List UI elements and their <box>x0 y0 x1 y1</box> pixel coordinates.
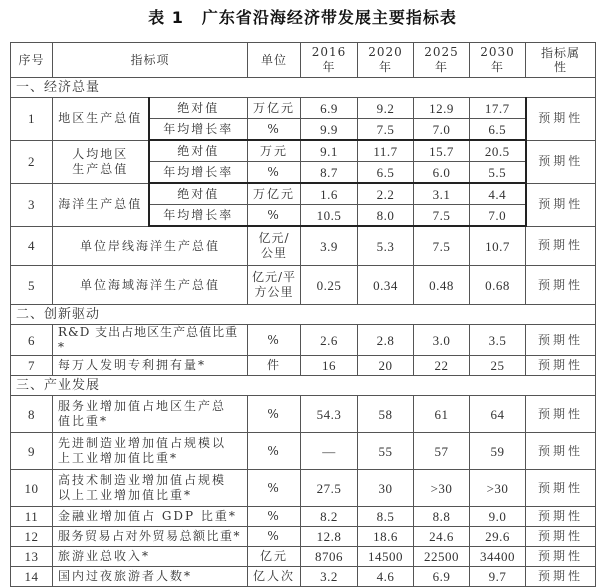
value-2030: 34400 <box>470 547 526 567</box>
unit: 亿元/公里 <box>248 226 301 266</box>
value-2016: 54.3 <box>301 396 358 433</box>
value-2030: 17.7 <box>470 98 526 119</box>
value-2030: 0.68 <box>470 266 526 305</box>
attr: 预期性 <box>526 325 596 356</box>
value-2016: 3.9 <box>301 226 358 266</box>
row-name: 国内过夜旅游者人数* <box>53 567 248 587</box>
value-2020: 2.8 <box>358 325 414 356</box>
value-2030: 20.5 <box>470 140 526 162</box>
unit: 万元 <box>248 140 301 162</box>
section-economy: 一、经济总量 <box>11 78 596 98</box>
sub-name: 绝对值 <box>149 183 248 205</box>
value-2025: 8.8 <box>414 507 470 527</box>
row-name: 人均地区生产总值 <box>53 140 149 183</box>
unit: 件 <box>248 356 301 376</box>
value-2025: 61 <box>414 396 470 433</box>
value-2025: 6.0 <box>414 162 470 184</box>
value-2025: >30 <box>414 470 470 507</box>
value-2020: 7.5 <box>358 119 414 141</box>
value-2025: 0.48 <box>414 266 470 305</box>
row-no: 8 <box>11 396 53 433</box>
col-header-2030: 2030 年 <box>470 43 526 78</box>
section-industry: 三、产业发展 <box>11 376 596 396</box>
row-no: 7 <box>11 356 53 376</box>
value-2020: 4.6 <box>358 567 414 587</box>
unit: % <box>248 433 301 470</box>
table-row <box>11 433 596 470</box>
value-2020: 11.7 <box>358 140 414 162</box>
col-header-attr: 指标属性 <box>526 43 596 78</box>
value-2016: 16 <box>301 356 358 376</box>
sub-name: 年均增长率 <box>149 205 248 227</box>
row-name: 服务贸易占对外贸易总额比重* <box>53 527 248 547</box>
table-number: 表 1 <box>148 8 184 27</box>
value-2016: 2.6 <box>301 325 358 356</box>
attr: 预期性 <box>526 183 596 226</box>
attr: 预期性 <box>526 98 596 141</box>
value-2025: 22500 <box>414 547 470 567</box>
attr: 预期性 <box>526 266 596 305</box>
table-row <box>11 356 596 376</box>
value-2016: 9.9 <box>301 119 358 141</box>
col-header-no: 序号 <box>11 43 53 78</box>
unit: 万亿元 <box>248 98 301 119</box>
value-2020: 55 <box>358 433 414 470</box>
unit: % <box>248 325 301 356</box>
sub-name: 绝对值 <box>149 140 248 162</box>
row-name: 地区生产总值 <box>53 98 149 141</box>
value-2030: 29.6 <box>470 527 526 547</box>
section-row <box>11 78 596 98</box>
col-header-indicator: 指标项 <box>53 43 248 78</box>
attr: 预期性 <box>526 356 596 376</box>
attr: 预期性 <box>526 470 596 507</box>
row-no: 11 <box>11 507 53 527</box>
value-2016: 9.1 <box>301 140 358 162</box>
row-no: 10 <box>11 470 53 507</box>
row-name: 每万人发明专利拥有量* <box>53 356 248 376</box>
value-2030: 7.0 <box>470 205 526 227</box>
table-caption: 广东省沿海经济带发展主要指标表 <box>201 8 457 27</box>
value-2020: 9.2 <box>358 98 414 119</box>
row-name: 先进制造业增加值占规模以上工业增加值比重* <box>53 433 248 470</box>
unit: % <box>248 205 301 227</box>
attr: 预期性 <box>526 507 596 527</box>
attr: 预期性 <box>526 433 596 470</box>
row-no: 3 <box>11 183 53 226</box>
value-2030: 6.5 <box>470 119 526 141</box>
value-2016: 1.6 <box>301 183 358 205</box>
row-name: 旅游业总收入* <box>53 547 248 567</box>
value-2030: 9.0 <box>470 507 526 527</box>
value-2025: 15.7 <box>414 140 470 162</box>
value-2030: 4.4 <box>470 183 526 205</box>
attr: 预期性 <box>526 396 596 433</box>
unit: 万亿元 <box>248 183 301 205</box>
table-row <box>11 396 596 433</box>
value-2016: 10.5 <box>301 205 358 227</box>
value-2020: 6.5 <box>358 162 414 184</box>
value-2016: 27.5 <box>301 470 358 507</box>
unit: % <box>248 162 301 184</box>
table-row <box>11 507 596 527</box>
indicator-table <box>10 42 596 587</box>
value-2016: — <box>301 433 358 470</box>
table-row <box>11 325 596 356</box>
value-2030: >30 <box>470 470 526 507</box>
attr: 预期性 <box>526 527 596 547</box>
value-2030: 5.5 <box>470 162 526 184</box>
value-2020: 20 <box>358 356 414 376</box>
value-2025: 22 <box>414 356 470 376</box>
table-row <box>11 226 596 266</box>
value-2030: 59 <box>470 433 526 470</box>
row-name: 金融业增加值占 GDP 比重* <box>53 507 248 527</box>
section-row <box>11 305 596 325</box>
value-2016: 3.2 <box>301 567 358 587</box>
unit: % <box>248 507 301 527</box>
value-2025: 3.0 <box>414 325 470 356</box>
row-no: 6 <box>11 325 53 356</box>
section-innovation: 二、创新驱动 <box>11 305 596 325</box>
row-no: 14 <box>11 567 53 587</box>
table-title <box>0 5 605 28</box>
table-row <box>11 527 596 547</box>
value-2020: 18.6 <box>358 527 414 547</box>
attr: 预期性 <box>526 567 596 587</box>
table-row <box>11 140 596 162</box>
unit: % <box>248 527 301 547</box>
sub-name: 年均增长率 <box>149 119 248 141</box>
value-2030: 25 <box>470 356 526 376</box>
value-2025: 12.9 <box>414 98 470 119</box>
col-header-2016: 2016 年 <box>301 43 358 78</box>
row-name: R&D 支出占地区生产总值比重* <box>53 325 248 356</box>
col-header-2020: 2020 年 <box>358 43 414 78</box>
value-2025: 24.6 <box>414 527 470 547</box>
col-header-2025: 2025 年 <box>414 43 470 78</box>
value-2020: 2.2 <box>358 183 414 205</box>
header-row <box>11 43 596 78</box>
row-no: 1 <box>11 98 53 141</box>
unit: 亿人次 <box>248 567 301 587</box>
row-no: 13 <box>11 547 53 567</box>
value-2025: 57 <box>414 433 470 470</box>
value-2020: 8.5 <box>358 507 414 527</box>
unit: % <box>248 470 301 507</box>
row-no: 4 <box>11 226 53 266</box>
value-2025: 6.9 <box>414 567 470 587</box>
value-2016: 6.9 <box>301 98 358 119</box>
section-row <box>11 376 596 396</box>
value-2016: 8.2 <box>301 507 358 527</box>
unit: % <box>248 396 301 433</box>
value-2020: 30 <box>358 470 414 507</box>
row-no: 12 <box>11 527 53 547</box>
row-no: 9 <box>11 433 53 470</box>
value-2016: 8706 <box>301 547 358 567</box>
value-2016: 12.8 <box>301 527 358 547</box>
value-2020: 58 <box>358 396 414 433</box>
row-name: 单位岸线海洋生产总值 <box>53 226 248 266</box>
unit: 亿元/平方公里 <box>248 266 301 305</box>
row-name: 服务业增加值占地区生产总值比重* <box>53 396 248 433</box>
value-2025: 7.5 <box>414 226 470 266</box>
value-2016: 8.7 <box>301 162 358 184</box>
unit: 亿元 <box>248 547 301 567</box>
sub-name: 年均增长率 <box>149 162 248 184</box>
value-2020: 0.34 <box>358 266 414 305</box>
row-no: 2 <box>11 140 53 183</box>
sub-name: 绝对值 <box>149 98 248 119</box>
attr: 预期性 <box>526 140 596 183</box>
value-2030: 3.5 <box>470 325 526 356</box>
value-2020: 5.3 <box>358 226 414 266</box>
table-row <box>11 98 596 119</box>
value-2025: 3.1 <box>414 183 470 205</box>
table-row <box>11 266 596 305</box>
value-2020: 8.0 <box>358 205 414 227</box>
table-row <box>11 547 596 567</box>
value-2030: 64 <box>470 396 526 433</box>
table-row <box>11 183 596 205</box>
unit: % <box>248 119 301 141</box>
value-2030: 10.7 <box>470 226 526 266</box>
row-name: 海洋生产总值 <box>53 183 149 226</box>
value-2030: 9.7 <box>470 567 526 587</box>
row-name: 单位海域海洋生产总值 <box>53 266 248 305</box>
row-name: 高技术制造业增加值占规模以上工业增加值比重* <box>53 470 248 507</box>
value-2020: 14500 <box>358 547 414 567</box>
row-no: 5 <box>11 266 53 305</box>
col-header-unit: 单位 <box>248 43 301 78</box>
value-2016: 0.25 <box>301 266 358 305</box>
table-row <box>11 470 596 507</box>
attr: 预期性 <box>526 226 596 266</box>
attr: 预期性 <box>526 547 596 567</box>
value-2025: 7.5 <box>414 205 470 227</box>
value-2025: 7.0 <box>414 119 470 141</box>
